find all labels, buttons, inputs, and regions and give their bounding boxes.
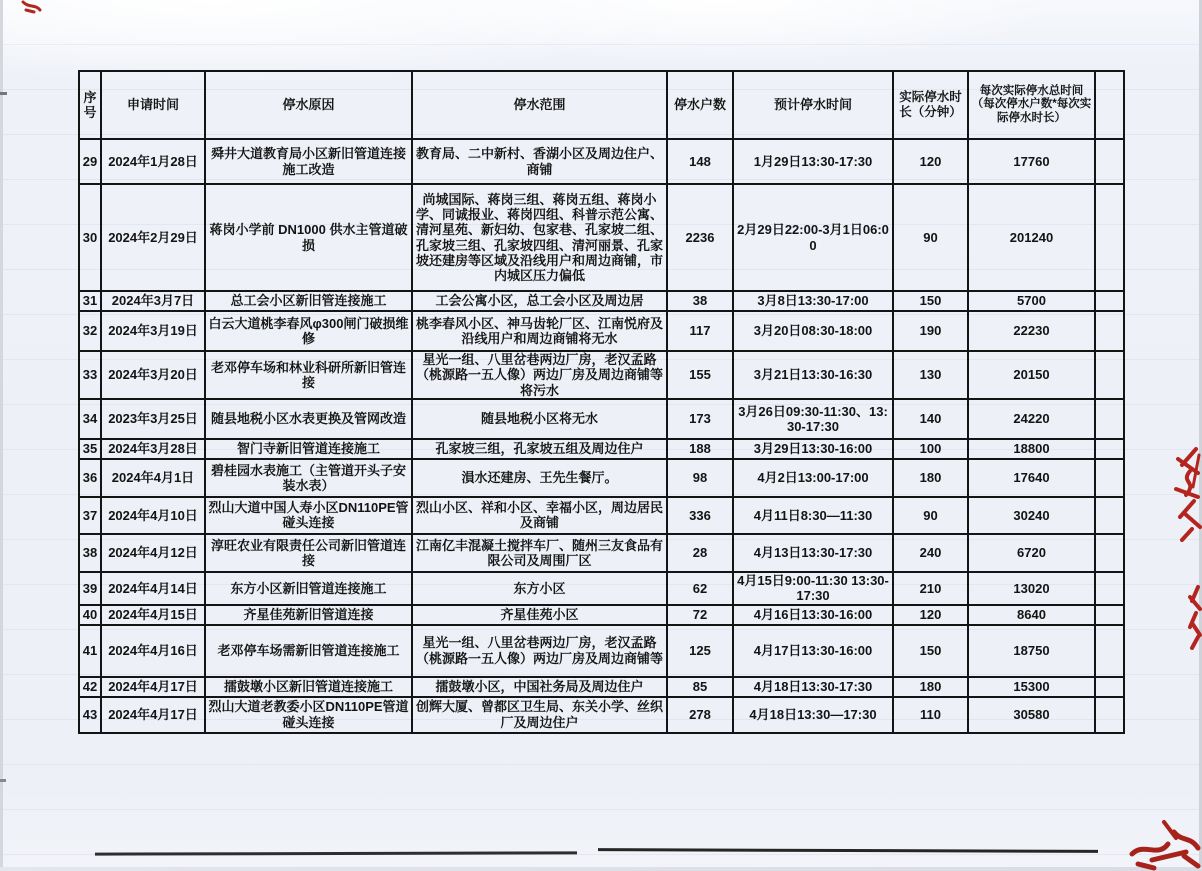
cell-reason: 碧桂园水表施工（主管道开头子安装水表） [205, 459, 412, 497]
cell-apply-date: 2024年4月15日 [101, 605, 205, 625]
col-header-duration: 实际停水时长（分钟） [893, 71, 968, 139]
cell-no: 34 [79, 399, 101, 439]
cell-margin [1095, 605, 1124, 625]
cell-no: 30 [79, 184, 101, 291]
cell-no: 32 [79, 311, 101, 351]
cell-apply-date: 2024年4月17日 [101, 677, 205, 697]
cell-scope: 齐星佳苑小区 [412, 605, 667, 625]
cell-apply-date: 2024年3月28日 [101, 439, 205, 459]
cell-households: 125 [667, 625, 733, 677]
table-header-row [79, 71, 1124, 139]
cell-scope: 教育局、二中新村、香湖小区及周边住户、商铺 [412, 139, 667, 184]
cell-apply-date: 2024年3月20日 [101, 351, 205, 399]
cell-no: 37 [79, 497, 101, 534]
table-row [79, 291, 1124, 311]
cell-total-time: 17760 [968, 139, 1095, 184]
cell-apply-date: 2024年1月28日 [101, 139, 205, 184]
cell-apply-date: 2024年4月17日 [101, 697, 205, 733]
cell-duration: 150 [893, 291, 968, 311]
cell-households: 188 [667, 439, 733, 459]
cell-planned-time: 2月29日22:00-3月1日06:00 [733, 184, 893, 291]
red-ink-mark [1124, 814, 1202, 871]
table-row [79, 139, 1124, 184]
cell-scope: 星光一组、八里岔巷两边厂房，老汉孟路（桃源路一五人像）两边厂房及周边商铺等 [412, 625, 667, 677]
cell-no: 33 [79, 351, 101, 399]
cell-no: 31 [79, 291, 101, 311]
cell-total-time: 13020 [968, 572, 1095, 605]
table-row [79, 184, 1124, 291]
cell-reason: 随县地税小区水表更换及管网改造 [205, 399, 412, 439]
cell-duration: 100 [893, 439, 968, 459]
cell-planned-time: 3月21日13:30-16:30 [733, 351, 893, 399]
table-row [79, 351, 1124, 399]
cell-total-time: 18800 [968, 439, 1095, 459]
cell-apply-date: 2024年3月19日 [101, 311, 205, 351]
cell-margin [1095, 311, 1124, 351]
cell-apply-date: 2024年3月7日 [101, 291, 205, 311]
table-row [79, 605, 1124, 625]
cell-total-time: 24220 [968, 399, 1095, 439]
cell-duration: 180 [893, 677, 968, 697]
cell-duration: 180 [893, 459, 968, 497]
cell-total-time: 5700 [968, 291, 1095, 311]
cell-reason: 总工会小区新旧管连接施工 [205, 291, 412, 311]
cell-households: 2236 [667, 184, 733, 291]
cell-apply-date: 2024年4月10日 [101, 497, 205, 534]
scan-edge-dash [0, 779, 6, 782]
cell-scope: 桃李春风小区、神马齿轮厂区、江南悦府及沿线用户和周边商铺将无水 [412, 311, 667, 351]
cell-reason: 舜井大道教育局小区新旧管道连接施工改造 [205, 139, 412, 184]
scan-black-line [598, 848, 1098, 853]
cell-margin [1095, 184, 1124, 291]
red-ink-mark [20, 0, 42, 14]
cell-reason: 烈山大道中国人寿小区DN110PE管碰头连接 [205, 497, 412, 534]
cell-households: 28 [667, 534, 733, 572]
cell-margin [1095, 439, 1124, 459]
cell-duration: 90 [893, 497, 968, 534]
cell-duration: 140 [893, 399, 968, 439]
cell-scope: 东方小区 [412, 572, 667, 605]
table-row [79, 697, 1124, 733]
table-row [79, 534, 1124, 572]
cell-total-time: 6720 [968, 534, 1095, 572]
cell-planned-time: 3月8日13:30-17:00 [733, 291, 893, 311]
col-header-reason: 停水原因 [205, 71, 412, 139]
cell-reason: 淳旺农业有限责任公司新旧管道连接 [205, 534, 412, 572]
cell-households: 38 [667, 291, 733, 311]
cell-reason: 老邓停车场需新旧管道连接施工 [205, 625, 412, 677]
cell-planned-time: 3月29日13:30-16:00 [733, 439, 893, 459]
cell-total-time: 15300 [968, 677, 1095, 697]
cell-total-time: 201240 [968, 184, 1095, 291]
cell-no: 35 [79, 439, 101, 459]
cell-no: 40 [79, 605, 101, 625]
cell-planned-time: 1月29日13:30-17:30 [733, 139, 893, 184]
cell-planned-time: 4月15日9:00-11:30 13:30-17:30 [733, 572, 893, 605]
cell-no: 42 [79, 677, 101, 697]
cell-total-time: 8640 [968, 605, 1095, 625]
table-row [79, 459, 1124, 497]
col-header-no: 序号 [79, 71, 101, 139]
cell-apply-date: 2024年2月29日 [101, 184, 205, 291]
col-header-margin [1095, 71, 1124, 139]
scan-black-line [95, 851, 577, 855]
cell-duration: 190 [893, 311, 968, 351]
cell-duration: 90 [893, 184, 968, 291]
cell-reason: 智门寺新旧管道连接施工 [205, 439, 412, 459]
cell-reason: 老邓停车场和林业科研所新旧管连接 [205, 351, 412, 399]
cell-duration: 120 [893, 139, 968, 184]
cell-total-time: 18750 [968, 625, 1095, 677]
cell-households: 72 [667, 605, 733, 625]
cell-margin [1095, 625, 1124, 677]
cell-margin [1095, 139, 1124, 184]
cell-planned-time: 3月20日08:30-18:00 [733, 311, 893, 351]
cell-apply-date: 2024年4月14日 [101, 572, 205, 605]
table-row [79, 439, 1124, 459]
table-row [79, 625, 1124, 677]
cell-planned-time: 4月18日13:30-17:30 [733, 677, 893, 697]
cell-no: 43 [79, 697, 101, 733]
cell-margin [1095, 351, 1124, 399]
water-outage-table [78, 70, 1125, 734]
cell-duration: 130 [893, 351, 968, 399]
cell-scope: 工会公寓小区，总工会小区及周边居 [412, 291, 667, 311]
col-header-scope: 停水范围 [412, 71, 667, 139]
cell-scope: 星光一组、八里岔巷两边厂房，老汉孟路（桃源路一五人像）两边厂房及周边商铺等将污水 [412, 351, 667, 399]
scan-edge-left [0, 0, 3, 871]
scan-edge-dash [0, 92, 7, 95]
col-header-apply-date: 申请时间 [101, 71, 205, 139]
cell-reason: 东方小区新旧管道连接施工 [205, 572, 412, 605]
cell-planned-time: 4月18日13:30—17:30 [733, 697, 893, 733]
cell-scope: 创辉大厦、曾都区卫生局、东关小学、丝织厂及周边住户 [412, 697, 667, 733]
cell-households: 278 [667, 697, 733, 733]
cell-apply-date: 2024年4月16日 [101, 625, 205, 677]
col-header-households: 停水户数 [667, 71, 733, 139]
cell-no: 29 [79, 139, 101, 184]
table-row [79, 311, 1124, 351]
cell-households: 98 [667, 459, 733, 497]
cell-margin [1095, 572, 1124, 605]
red-ink-mark [1168, 443, 1202, 543]
cell-total-time: 22230 [968, 311, 1095, 351]
cell-total-time: 30240 [968, 497, 1095, 534]
cell-planned-time: 4月16日13:30-16:00 [733, 605, 893, 625]
scan-edge-bottom [0, 867, 1202, 871]
cell-duration: 210 [893, 572, 968, 605]
cell-households: 85 [667, 677, 733, 697]
col-header-planned-time: 预计停水时间 [733, 71, 893, 139]
cell-margin [1095, 497, 1124, 534]
cell-margin [1095, 697, 1124, 733]
cell-duration: 110 [893, 697, 968, 733]
cell-margin [1095, 459, 1124, 497]
cell-margin [1095, 399, 1124, 439]
cell-total-time: 20150 [968, 351, 1095, 399]
cell-households: 336 [667, 497, 733, 534]
cell-planned-time: 4月2日13:00-17:00 [733, 459, 893, 497]
cell-apply-date: 2024年4月1日 [101, 459, 205, 497]
cell-margin [1095, 534, 1124, 572]
cell-no: 39 [79, 572, 101, 605]
cell-households: 62 [667, 572, 733, 605]
cell-duration: 120 [893, 605, 968, 625]
table-row [79, 497, 1124, 534]
cell-reason: 齐星佳苑新旧管道连接 [205, 605, 412, 625]
cell-planned-time: 4月17日13:30-16:00 [733, 625, 893, 677]
cell-reason: 烈山大道老教委小区DN110PE管道碰头连接 [205, 697, 412, 733]
cell-reason: 蒋岗小学前 DN1000 供水主管道破损 [205, 184, 412, 291]
col-header-total-time: 每次实际停水总时间（每次停水户数*每次实际停水时长） [968, 71, 1095, 139]
cell-no: 36 [79, 459, 101, 497]
cell-scope: 随县地税小区将无水 [412, 399, 667, 439]
cell-apply-date: 2023年3月25日 [101, 399, 205, 439]
table-row [79, 399, 1124, 439]
cell-scope: 擂鼓墩小区，中国社务局及周边住户 [412, 677, 667, 697]
cell-scope: 溳水还建房、王先生餐厅。 [412, 459, 667, 497]
cell-reason: 擂鼓墩小区新旧管道连接施工 [205, 677, 412, 697]
cell-margin [1095, 677, 1124, 697]
cell-planned-time: 4月11日8:30—11:30 [733, 497, 893, 534]
table-row [79, 677, 1124, 697]
cell-households: 148 [667, 139, 733, 184]
cell-apply-date: 2024年4月12日 [101, 534, 205, 572]
cell-households: 155 [667, 351, 733, 399]
cell-scope: 江南亿丰混凝土搅拌车厂、随州三友食品有限公司及周围厂区 [412, 534, 667, 572]
cell-planned-time: 3月26日09:30-11:30、13:30-17:30 [733, 399, 893, 439]
cell-households: 117 [667, 311, 733, 351]
cell-planned-time: 4月13日13:30-17:30 [733, 534, 893, 572]
cell-duration: 150 [893, 625, 968, 677]
cell-no: 41 [79, 625, 101, 677]
table-row [79, 572, 1124, 605]
cell-households: 173 [667, 399, 733, 439]
cell-reason: 白云大道桃李春风φ300闸门破损维修 [205, 311, 412, 351]
cell-total-time: 17640 [968, 459, 1095, 497]
cell-scope: 孔家坡三组，孔家坡五组及周边住户 [412, 439, 667, 459]
cell-total-time: 30580 [968, 697, 1095, 733]
cell-scope: 烈山小区、祥和小区、幸福小区，周边居民及商铺 [412, 497, 667, 534]
cell-no: 38 [79, 534, 101, 572]
cell-scope: 尚城国际、蒋岗三组、蒋岗五组、蒋岗小学、同诚报业、蒋岗四组、科普示范公寓、清河星苑、新妇幼、包家巷、孔家坡二组、孔家坡三组、孔家坡四组、清河丽景、孔家坡还建房等区域及沿线用户和周边商铺，市内城区压力偏低 [412, 184, 667, 291]
red-ink-mark [1186, 583, 1202, 651]
cell-duration: 240 [893, 534, 968, 572]
cell-margin [1095, 291, 1124, 311]
